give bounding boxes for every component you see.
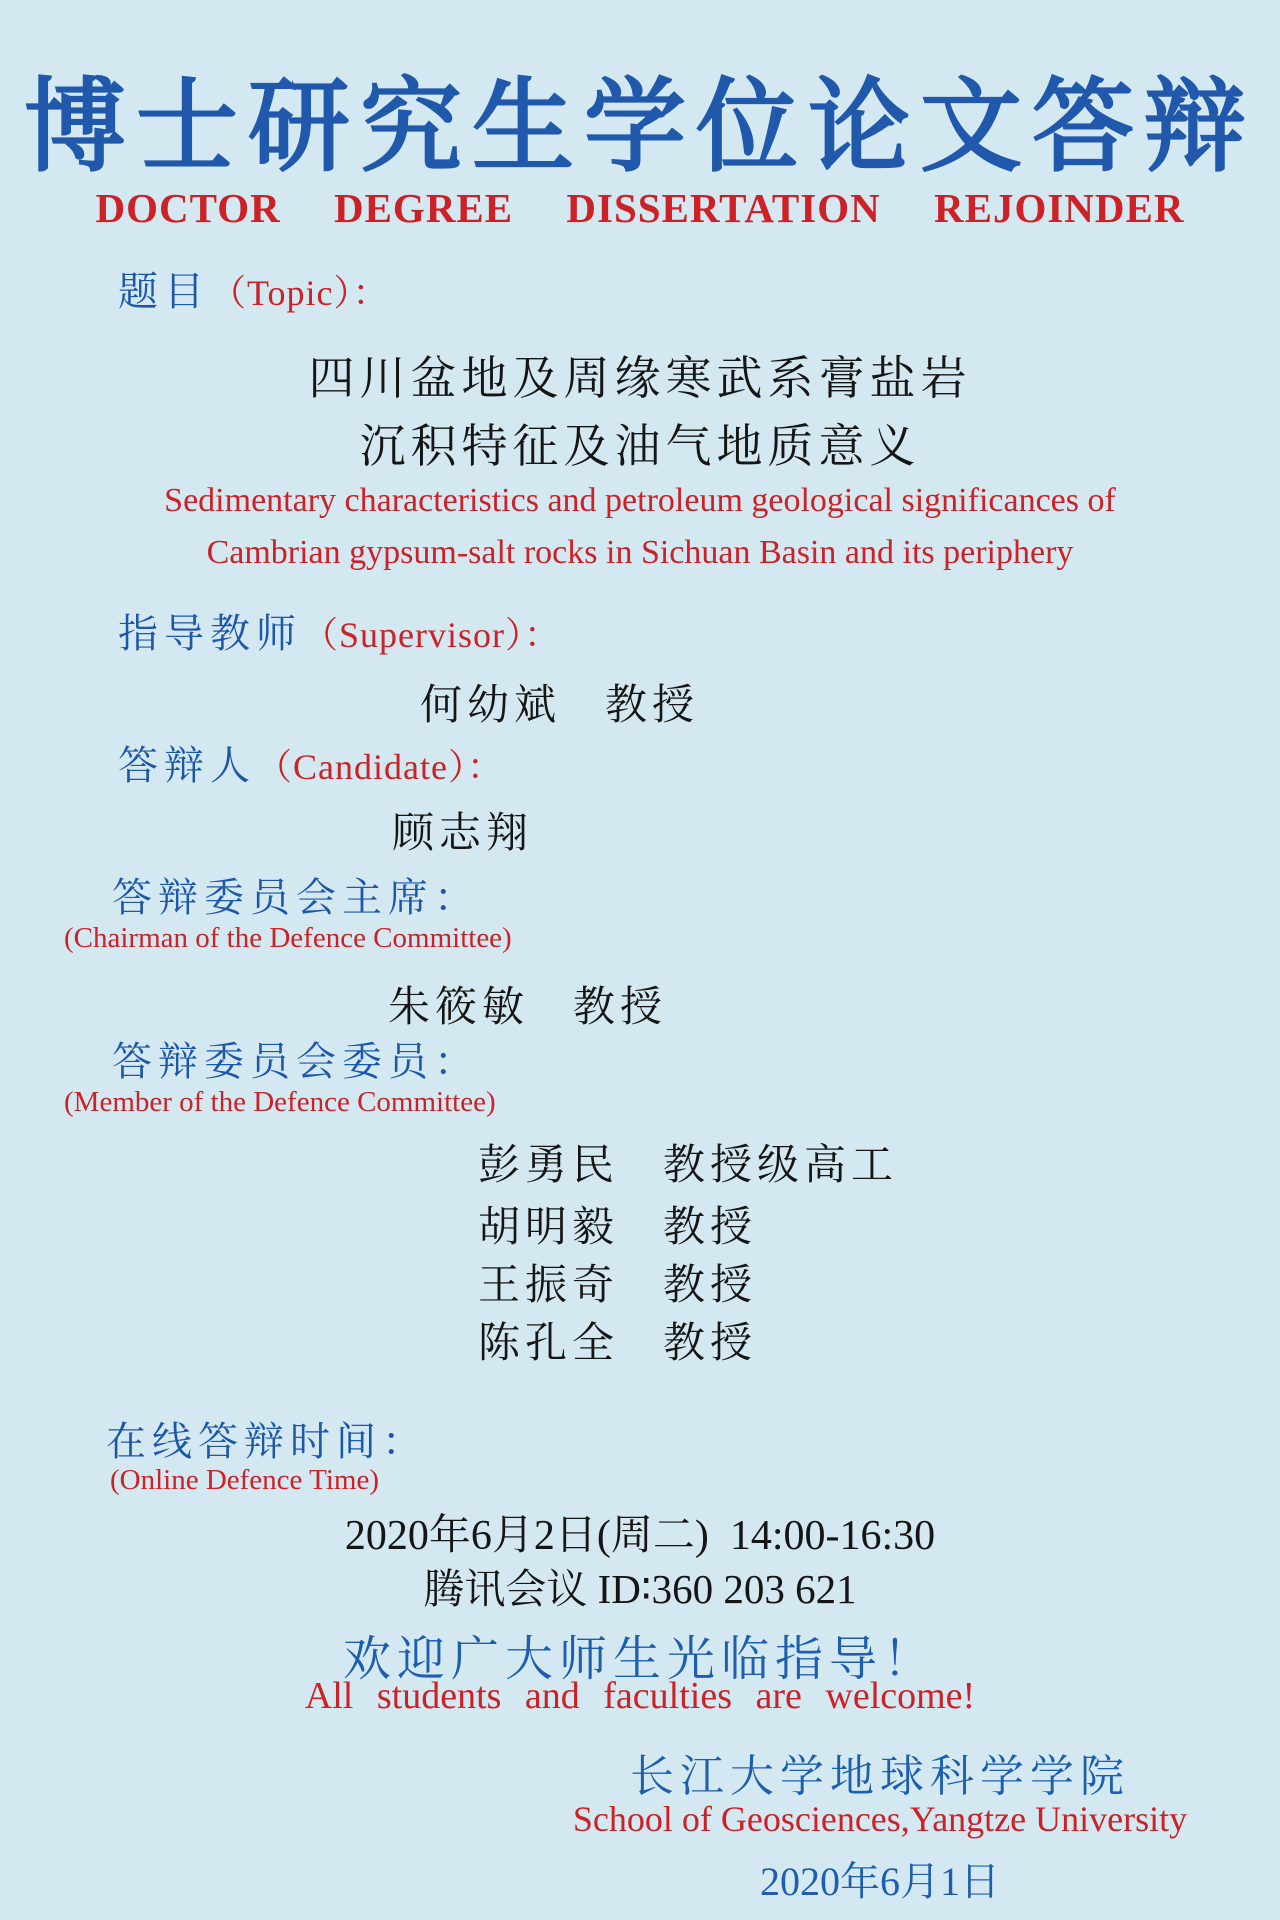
supervisor-title: 教授 bbox=[605, 683, 700, 729]
topic-zh-line2: 沉积特征及油气地质意义 bbox=[359, 421, 921, 472]
candidate-label-en: （Candidate）： bbox=[256, 747, 504, 787]
committee-member-title: 教授 bbox=[663, 1263, 758, 1309]
topic-zh-line1: 四川盆地及周缘寒武系膏盐岩 bbox=[308, 353, 972, 404]
committee-label-en: (Member of the Defence Committee) bbox=[64, 1086, 496, 1118]
topic-en-line1: Sedimentary characteristics and petroleum geological significances of bbox=[164, 482, 1116, 519]
committee-member-name: 彭勇民 bbox=[478, 1143, 620, 1189]
chairman-name: 朱筱敏 bbox=[388, 985, 530, 1031]
candidate-label bbox=[118, 734, 504, 791]
main-title-zh: 博士研究生学位论文答辩 bbox=[24, 72, 1256, 185]
supervisor-name: 何幼斌 bbox=[420, 683, 562, 729]
chairman-title: 教授 bbox=[573, 985, 668, 1031]
main-title-en: DOCTOR DEGREE DISSERTATION REJOINDER bbox=[95, 185, 1185, 231]
committee-member-row bbox=[478, 1310, 757, 1370]
supervisor-name-row bbox=[420, 672, 699, 732]
defence-time-label-en: (Online Defence Time) bbox=[110, 1464, 379, 1496]
supervisor-label-en: （Supervisor）： bbox=[302, 615, 561, 655]
school-name-zh: 长江大学地球科学学院 bbox=[630, 1752, 1130, 1801]
defence-datetime: 2020年6月2日(周二) 14:00-16:30 bbox=[344, 1513, 936, 1559]
topic-label-en: （Topic）： bbox=[210, 273, 390, 313]
committee-label-zh: 答辩委员会委员： bbox=[112, 1039, 480, 1084]
welcome-line-en: All students and faculties are welcome! bbox=[304, 1675, 976, 1717]
topic-label-zh: 题目 bbox=[118, 269, 210, 314]
chairman-label-en: (Chairman of the Defence Committee) bbox=[64, 922, 512, 954]
supervisor-label-zh: 指导教师 bbox=[118, 611, 302, 656]
candidate-label-zh: 答辩人 bbox=[118, 743, 256, 788]
committee-label bbox=[112, 1030, 480, 1087]
candidate-name: 顾志翔 bbox=[392, 811, 534, 857]
school-name-en: School of Geosciences,Yangtze University bbox=[572, 1799, 1188, 1839]
committee-member-row bbox=[478, 1252, 757, 1312]
committee-member-title: 教授 bbox=[663, 1321, 758, 1367]
supervisor-label bbox=[118, 602, 561, 659]
chairman-label-zh: 答辩委员会主席： bbox=[112, 875, 480, 920]
committee-member-name: 陈孔全 bbox=[478, 1321, 620, 1367]
defence-time-label bbox=[106, 1410, 428, 1467]
committee-member-row bbox=[478, 1194, 757, 1254]
committee-member-name: 胡明毅 bbox=[478, 1205, 620, 1251]
committee-member-row bbox=[478, 1132, 898, 1192]
meeting-id: 腾讯会议 ID∶360 203 621 bbox=[423, 1566, 857, 1612]
committee-member-name: 王振奇 bbox=[478, 1263, 620, 1309]
chairman-name-row bbox=[388, 974, 667, 1034]
committee-member-title: 教授级高工 bbox=[663, 1143, 899, 1189]
poster-date: 2020年6月1日 bbox=[760, 1859, 1000, 1904]
welcome-line-zh: 欢迎广大师生光临指导！ bbox=[342, 1633, 937, 1686]
committee-member-title: 教授 bbox=[663, 1205, 758, 1251]
defence-time-label-zh: 在线答辩时间： bbox=[106, 1419, 428, 1464]
chairman-label bbox=[112, 866, 480, 923]
topic-en-line2: Cambrian gypsum-salt rocks in Sichuan Basin and its periphery bbox=[206, 534, 1074, 571]
topic-label bbox=[118, 260, 389, 317]
